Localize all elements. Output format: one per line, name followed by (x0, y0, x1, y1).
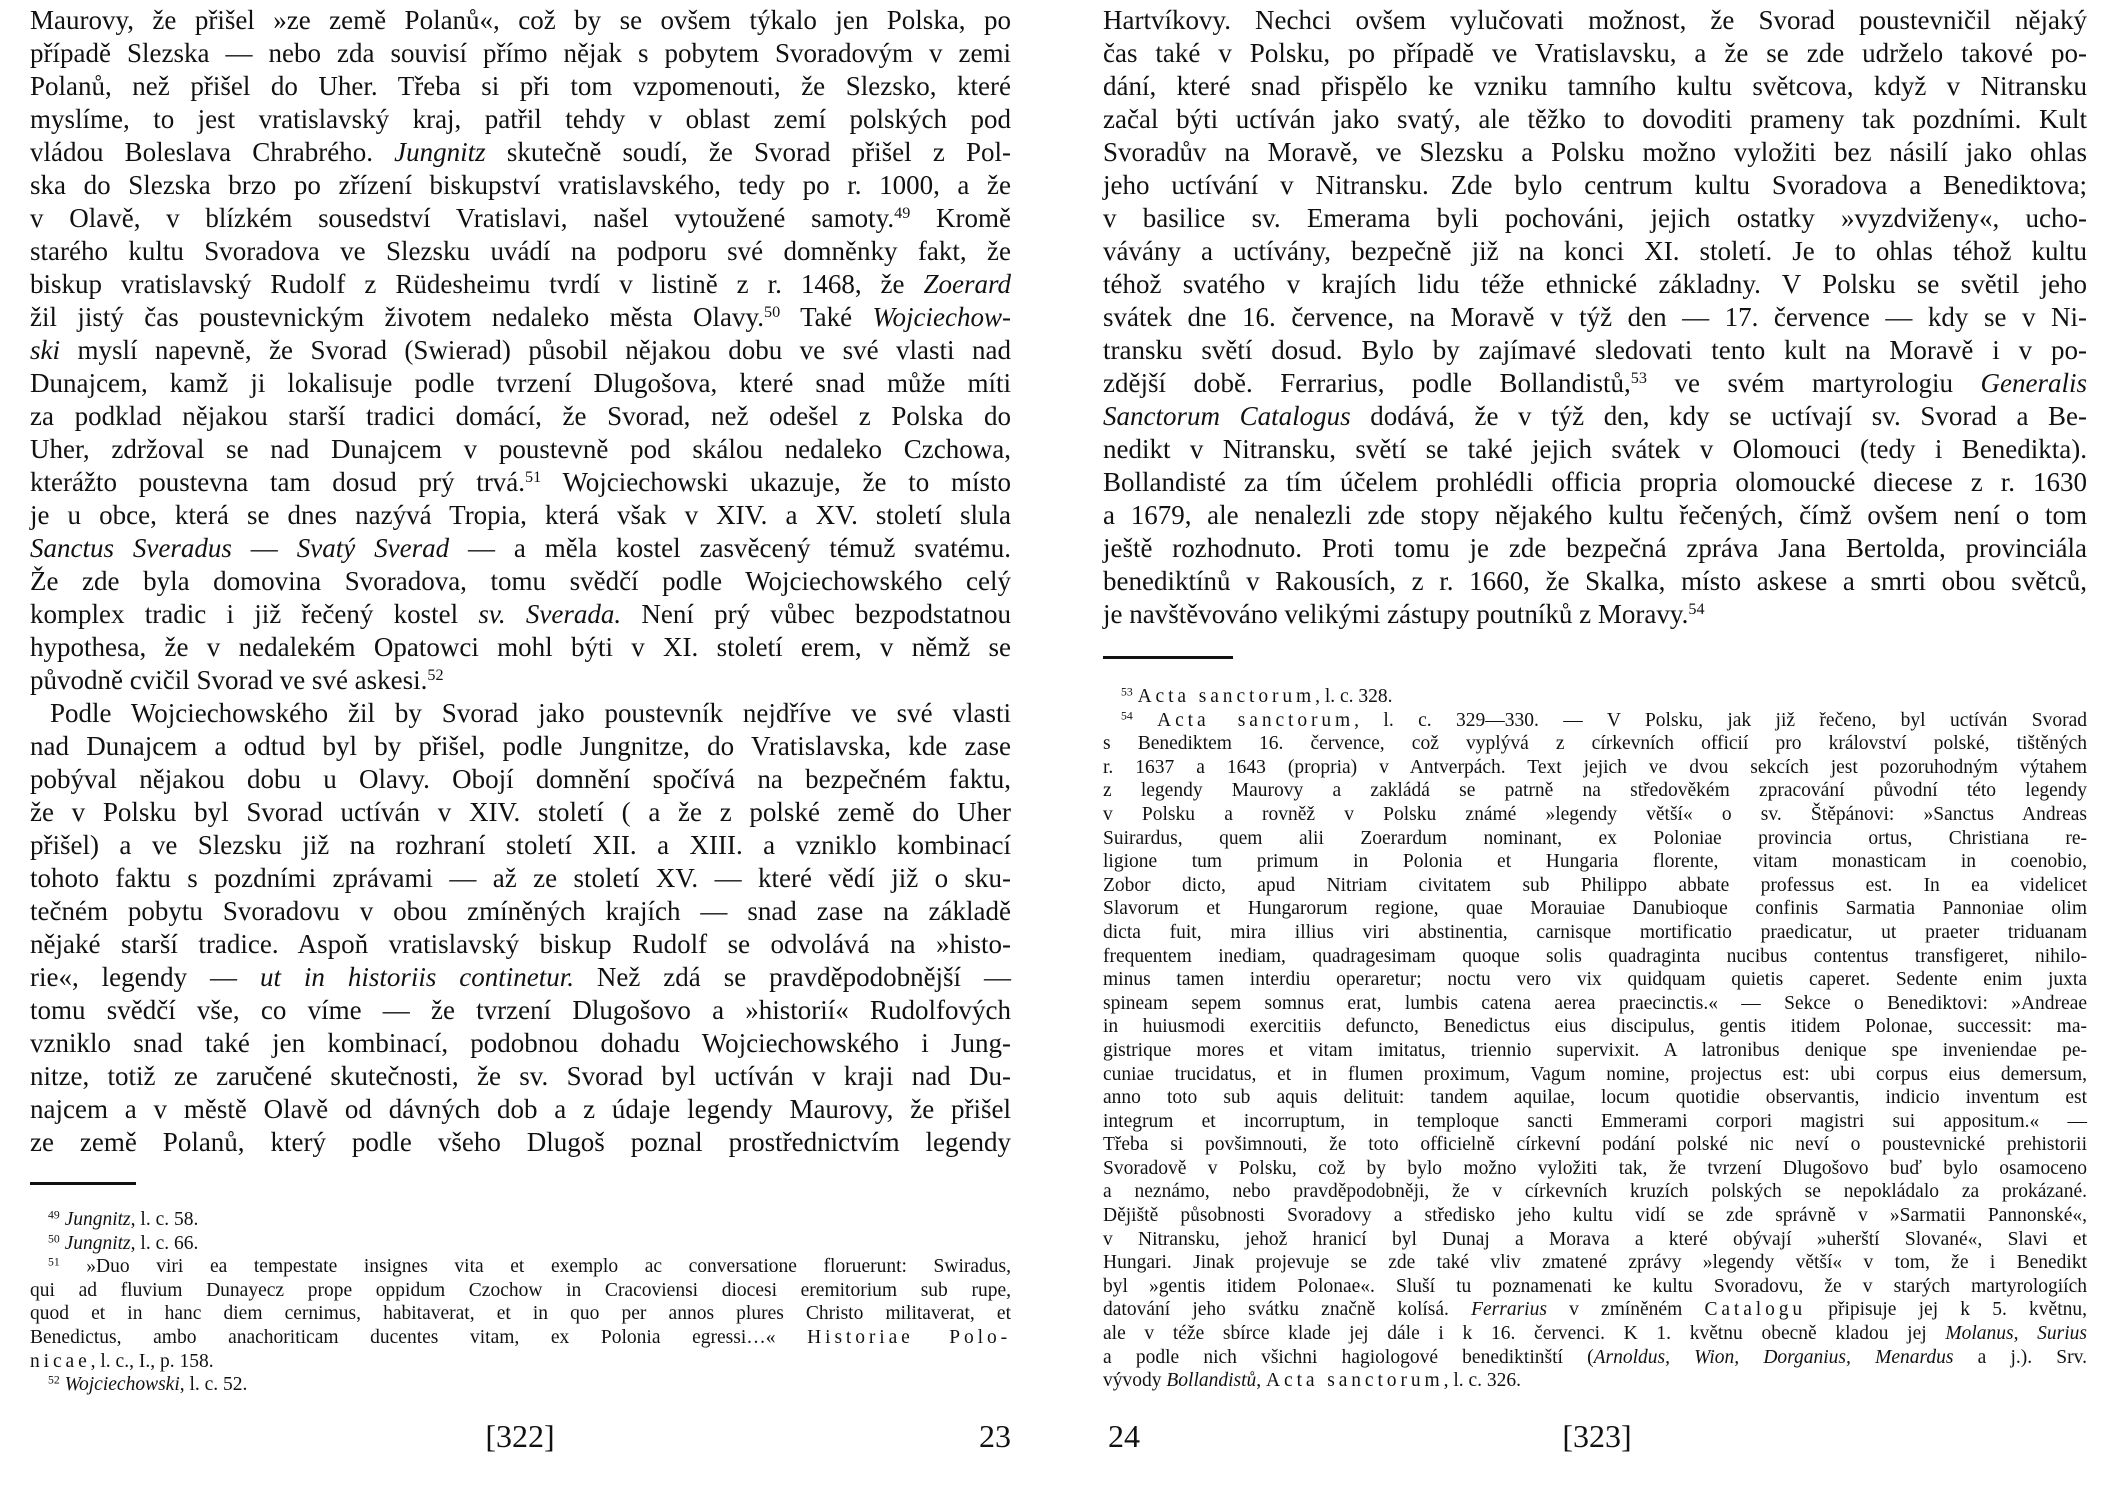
text-line (1103, 756, 2087, 780)
text-line (1103, 1228, 2087, 1252)
text-run: vládou Boleslava Chrabrého. (30, 137, 395, 167)
text-line (1103, 499, 2087, 532)
text-line (1103, 202, 2087, 235)
text-run: myslíme, to jest vratislavský kraj, patřil tehdy v oblast zemí polských pod (30, 104, 1011, 134)
text-line (30, 1279, 1011, 1303)
text-line (1103, 732, 2087, 756)
text-run: Benedictus, ambo anachoriticam ducentes vitam, ex Polonia egressi…« (30, 1326, 808, 1348)
footnote-reference: 51 (524, 468, 542, 487)
text-run: rie«, legendy — (30, 962, 260, 992)
text-run: Hungari. Jinak projevuje se zde také vliv zmatené zprávy »legendy větší« v tom, že i Benedikt (1103, 1252, 2087, 1274)
text-line (1103, 1015, 2087, 1039)
right-footnotes (1103, 685, 2087, 1393)
page-number: 24 (1108, 1418, 1140, 1454)
text-run: , l. c. 329—330. — V Polsku, jak již řečeno, byl uctíván Svorad (1354, 709, 2088, 731)
text-run: Suirardus, quem alii Zoerardum nominant, ex Poloniae provincia ortus, Christiana re- (1103, 827, 2087, 849)
text-run: spineam sepem somnus erat, lumbis catena aerea praecinctis.« — Sekce o Benediktovi: »Andreae (1103, 992, 2087, 1014)
text-run: vzniklo snad také jen kombinací, podobnou dohadu Wojciechowského i Jung- (30, 1028, 1011, 1058)
text-line (30, 1373, 1011, 1397)
text-line (30, 532, 1011, 565)
footnote-reference: 50 (764, 303, 781, 322)
italic-text: sv. Sverada. (478, 599, 622, 629)
text-line (30, 400, 1011, 433)
text-line (30, 37, 1011, 70)
text-run: v zmíněném (1546, 1299, 1705, 1321)
text-line (1103, 598, 2087, 631)
text-line (1103, 565, 2087, 598)
footnote-reference: 50 (48, 1232, 60, 1246)
right-page (1057, 0, 2114, 1500)
text-line (1103, 945, 2087, 969)
text-line (1103, 169, 2087, 202)
text-line (30, 862, 1011, 895)
spaced-citation: Catalogu (1704, 1299, 1807, 1321)
text-line (30, 235, 1011, 268)
text-line (1103, 1275, 2087, 1299)
text-line (30, 1208, 1011, 1232)
text-line (30, 103, 1011, 136)
text-run: integrum et incorruptum, in temploque sancti Emmerami corpori magistri sui appositum.« — (1103, 1110, 2087, 1132)
text-line (1103, 1180, 2087, 1204)
text-run: »Duo viri ea tempestate insignes vita et exemplo ac conversatione floruerunt: Swiradus, (59, 1256, 1011, 1278)
text-run: kterážto poustevna tam dosud prý trvá. (30, 467, 525, 497)
text-line (30, 268, 1011, 301)
text-line (1103, 103, 2087, 136)
text-line (1103, 1369, 2087, 1393)
text-run: Než zdá se pravděpodobnější — (574, 962, 1011, 992)
italic-text: Jungnitz (64, 1209, 131, 1230)
text-run: starého kultu Svoradova ve Slezsku uvádí na podporu své domněnky fakt, že (30, 236, 1011, 266)
italic-text: Ferrarius (1471, 1299, 1547, 1321)
text-run: benediktínů v Rakousích, z r. 1660, že Skalka, místo askese a smrti obou světců, (1103, 566, 2087, 596)
text-line (1103, 1251, 2087, 1275)
text-line (30, 796, 1011, 829)
text-run: skutečně soudí, že Svorad přišel z Pol- (485, 137, 1011, 167)
text-line (1103, 37, 2087, 70)
text-run: byl »gentis itidem Polonae«. Sluší tu poznamenati ke kultu Svoradovu, že v starých martyrologiích (1103, 1275, 2087, 1297)
text-line (30, 565, 1011, 598)
text-run: v basilice sv. Emerama byli pochováni, jejich ostatky »vyzdviženy«, ucho- (1103, 203, 2087, 233)
text-run: připisuje jej k 5. květnu, (1806, 1299, 2087, 1321)
text-run: je navštěvováno velikými zástupy poutníků z Moravy. (1103, 599, 1689, 629)
text-run: myslí napevně, že Svorad (Swierad) působil nějakou dobu ve své vlasti nad (60, 335, 1011, 365)
text-line (30, 202, 1011, 235)
text-line (30, 1350, 1011, 1374)
left-footnotes (30, 1208, 1011, 1397)
footnote-reference: 49 (48, 1208, 60, 1222)
text-line (1103, 850, 2087, 874)
text-run: nitze, totiž ze zaručené skutečnosti, že sv. Svorad byl uctíván v kraji nad Du- (30, 1061, 1011, 1091)
text-line (30, 1232, 1011, 1256)
text-run: ska do Slezska brzo po zřízení biskupství vratislavského, tedy po r. 1000, a že (30, 170, 1011, 200)
text-line (1103, 803, 2087, 827)
text-line (1103, 367, 2087, 400)
italic-text: Bollandistů (1166, 1370, 1257, 1392)
text-run: datování jeho svátku značně kolísá. (1103, 1299, 1472, 1321)
text-run: ještě rozhodnuto. Proti tomu je zde bezpečná zpráva Jana Bertolda, provinciála (1103, 533, 2087, 563)
text-run: v Nitransku, jehož hranicí byl Dunaj a Morava a které obývají »uherští Slované«, Slavi et (1103, 1228, 2087, 1250)
footnote-reference: 51 (48, 1255, 60, 1269)
italic-text: ut in historiis continetur. (259, 962, 574, 992)
text-run: ligione tum primum in Polonia et Hungaria florente, vitam monasticam in coenobio, (1103, 851, 2087, 873)
text-run: najcem a v městě Olavě od dávných dob a z údaje legendy Maurovy, že přišel (30, 1094, 1011, 1124)
text-line (1103, 532, 2087, 565)
text-line (30, 1326, 1011, 1350)
text-run: Také (780, 302, 873, 332)
text-run: případě Slezska — nebo zda souvisí přímo nějak s pobytem Svoradovým v zemi (30, 38, 1011, 68)
text-run: quod et in hanc diem cernimus, habitaverat, et in quo per annos plures Christo militaverat, et (30, 1303, 1011, 1325)
left-body-text (30, 4, 1011, 1159)
text-run: komplex tradic i již řečený kostel (30, 599, 479, 629)
text-line (30, 1060, 1011, 1093)
text-line (30, 1255, 1011, 1279)
text-run: Dunajcem, kamž ji lokalisuje podle tvrzení Dlugošova, které snad může míti (30, 368, 1011, 398)
text-line (1103, 433, 2087, 466)
text-run: Svoradově v Polsku, což by bylo možno vyložiti tak, že tvrzení Dlugošovo buď bylo osamoceno (1103, 1157, 2087, 1179)
text-run: v Polsku a rovněž v Polsku známé »legendy větší« o sv. Štěpánovi: »Sanctus Andreas (1103, 803, 2087, 825)
text-line (1103, 827, 2087, 851)
text-line (30, 829, 1011, 862)
text-line (1103, 400, 2087, 433)
text-line (30, 70, 1011, 103)
text-line (1103, 897, 2087, 921)
text-run: r. 1637 a 1643 (propria) v Antverpách. Text jejich ve dvou sekcích jest pozoruhodným výtahem (1103, 756, 2087, 778)
text-run: — a měla kostel zasvěcený témuž svatému. (449, 533, 1012, 563)
text-line (1103, 136, 2087, 169)
text-line (30, 1126, 1011, 1159)
text-run: přišel) a ve Slezsku již na rozhraní století XII. a XIII. a vzniklo kombinací (30, 830, 1011, 860)
original-page-number: [323] (1562, 1418, 1632, 1454)
text-run: svátek dne 16. července, na Moravě v týž den — 17. července — kdy se v Ni- (1103, 302, 2087, 332)
text-run: , l. c. 326. (1443, 1370, 1522, 1392)
text-run: ze země Polanů, který podle všeho Dlugoš poznal prostřednictvím legendy (30, 1127, 1011, 1157)
text-line (30, 664, 1011, 697)
footnote-separator (30, 1182, 136, 1185)
text-line (1103, 1322, 2087, 1346)
footnote-reference: 54 (1121, 709, 1133, 723)
text-line (1103, 685, 2087, 709)
text-run: a podle nich všichni hagiologové benediktinští ( (1103, 1346, 1594, 1368)
text-line (30, 466, 1011, 499)
text-run: nad Dunajcem a odtud byl by přišel, podle Jungnitze, do Vratislavska, kde zase (30, 731, 1011, 761)
text-line (30, 334, 1011, 367)
text-run: vávány a uctívány, bezpečně již na konci XI. století. Je to ohlas téhož kultu (1103, 236, 2087, 266)
text-line (1103, 334, 2087, 367)
text-line (30, 598, 1011, 631)
text-line (1103, 301, 2087, 334)
page-number: 23 (979, 1418, 1011, 1454)
text-run: gistrique mores et vitam imitatus, triennio supervixit. A latronibus denique spe inveniendae pe- (1103, 1039, 2087, 1061)
text-line (1103, 70, 2087, 103)
footnote-reference: 54 (1688, 600, 1705, 619)
text-run: , l. c. 328. (1315, 686, 1393, 707)
text-run: tohoto faktu s pozdními zprávami — až ze století XV. — které vědí již o sku- (30, 863, 1011, 893)
footnote-separator (1103, 656, 1233, 659)
spaced-citation: Historiae Polo- (807, 1326, 1011, 1348)
italic-text: Jungnitz (64, 1232, 131, 1254)
text-line (30, 631, 1011, 664)
text-line (1103, 268, 2087, 301)
text-run: zdější době. Ferrarius, podle Bollandistů, (1103, 368, 1631, 398)
text-run: Maurovy, že přišel »ze země Polanů«, což by se ovšem týkalo jen Polska, po (30, 5, 1011, 35)
text-line (1103, 1086, 2087, 1110)
spaced-citation: nicae (30, 1350, 91, 1372)
text-line (1103, 466, 2087, 499)
text-line (1103, 235, 2087, 268)
text-line (30, 499, 1011, 532)
text-run: in huiusmodi exercitiis defuncto, Benedictus eius discipulus, gentis itidem Polonae, successit: ma- (1103, 1016, 2087, 1038)
text-run: že v Polsku byl Svorad uctíván v XIV. století ( a že z polské země do Uher (30, 797, 1011, 827)
text-run: tečném pobytu Svoradovu v obou zmíněných krajích — snad zase na základě (30, 896, 1011, 926)
text-line (30, 136, 1011, 169)
text-run: ve svém martyrologiu (1646, 368, 1981, 398)
text-run: biskup vratislavský Rudolf z Rüdesheimu tvrdí v listině z r. 1468, že (30, 269, 924, 299)
text-run: čas také v Polsku, po případě ve Vratislavsku, a že se zde udrželo takové po- (1103, 38, 2087, 68)
text-line (1103, 1110, 2087, 1134)
text-run: a 1679, ale nenalezli zde stopy nějakého kultu řečených, čímž ovšem není o tom (1103, 500, 2087, 530)
text-line (30, 895, 1011, 928)
text-run: dicta fuit, mira illius viri abstinentia, carnisque mortificatio praedicatur, ut praeter triduanam (1103, 921, 2087, 943)
text-run: původně cvičil Svorad ve své askesi. (30, 665, 428, 695)
text-line (1103, 1346, 2087, 1370)
text-run: nedikt v Nitransku, světí se také jejich svátek v Olomouci (tedy i Benedikta). (1103, 434, 2087, 464)
text-line (1103, 1063, 2087, 1087)
text-line (30, 1302, 1011, 1326)
text-line (1103, 779, 2087, 803)
text-run: , l. c. 58. (130, 1209, 199, 1230)
text-line (1103, 4, 2087, 37)
text-line (30, 433, 1011, 466)
spaced-citation: Acta sanctorum (1137, 686, 1316, 707)
spaced-citation: Acta sanctorum (1157, 709, 1355, 731)
text-line (30, 169, 1011, 202)
text-run: , (1256, 1370, 1267, 1392)
italic-text: ski (30, 335, 60, 365)
text-run: qui ad fluvium Dunayecz prope oppidum Czochow in Cracoviensi diocesi eremitorium sub rupe, (30, 1279, 1011, 1301)
right-body-text (1103, 4, 2087, 631)
spaced-citation: Acta sanctorum (1266, 1370, 1444, 1392)
italic-text: Arnoldus, Wion, Dorganius, Menardus (1593, 1346, 1954, 1368)
text-run: tomu svědčí vše, co víme — že tvrzení Dlugošovo a »historií« Rudolfových (30, 995, 1011, 1025)
text-line (30, 1027, 1011, 1060)
original-page-number: [322] (485, 1418, 555, 1454)
text-run: dodává, že v týž den, kdy se uctívají sv. Svorad a Be- (1350, 401, 2087, 431)
italic-text: Svatý Sverad (296, 533, 450, 563)
text-line (30, 928, 1011, 961)
text-run: nějaké starší tradice. Aspoň vratislavský biskup Rudolf se odvolává na »histo- (30, 929, 1011, 959)
text-line (30, 367, 1011, 400)
text-run: Polanů, než přišel do Uher. Třeba si při tom vzpomenouti, že Slezsko, které (30, 71, 1011, 101)
text-run: za podklad nějakou starší tradici domácí, že Svorad, než odešel z Polska do (30, 401, 1011, 431)
text-line (30, 994, 1011, 1027)
text-line (30, 4, 1011, 37)
text-line (1103, 921, 2087, 945)
text-run: je u obce, která se dnes nazývá Tropia, která však v XIV. a XV. století slula (30, 500, 1011, 530)
text-line (30, 961, 1011, 994)
text-run: a neznámo, nebo pravděpodobněji, že v církevních kruzích polských se nepokládalo za prokázané. (1103, 1181, 2087, 1203)
text-run: Třeba si povšimnouti, že toto officielně církevní podání polské nic neví o poustevnické prehistorii (1103, 1134, 2087, 1156)
footnote-reference: 53 (1121, 685, 1133, 699)
text-line (1103, 1204, 2087, 1228)
text-run: Hartvíkovy. Nechci ovšem vylučovati možnost, že Svorad poustevničil nějaký (1103, 5, 2087, 35)
text-line (1103, 992, 2087, 1016)
italic-text: Surius (2037, 1323, 2088, 1345)
text-run: Slavorum et Hungarorum regione, quae Morauiae Danubioque confinis Sarmatia Pannoniae olim (1103, 898, 2087, 920)
italic-text: Generalis (1980, 368, 2088, 398)
text-line (1103, 1039, 2087, 1063)
text-run: a j.). Srv. (1953, 1346, 2087, 1368)
footnote-reference: 52 (48, 1373, 60, 1387)
text-line (30, 697, 1011, 730)
text-run: téhož svatého v krajích lidu téže ethnické základny. V Polsku se světil jeho (1103, 269, 2087, 299)
text-run: transku světí dosud. Bylo by zajímavé sledovati tento kult na Moravě i v po- (1103, 335, 2087, 365)
text-run: Svoradův na Moravě, ve Slezsku a Polsku možno vyložiti bez násilí jako ohlas (1103, 137, 2087, 167)
italic-text: Sanctorum Catalogus (1103, 401, 1351, 431)
text-run: v Olavě, v blízkém sousedství Vratislavi, našel vytoužené samoty. (30, 203, 895, 233)
italic-text: Jungnitz (394, 137, 486, 167)
text-line (1103, 874, 2087, 898)
text-run: anno toto sub aquis delituit: tandem aquilae, locum quotidie observantis, indicio inventum est (1103, 1087, 2087, 1109)
text-run: hypothesa, že v nedalekém Opatowci mohl býti v XI. století erem, v němž se (30, 632, 1011, 662)
text-run: vývody (1103, 1370, 1167, 1392)
text-run: Wojciechowski ukazuje, že to místo (541, 467, 1011, 497)
text-line (1103, 968, 2087, 992)
text-run: Podle Wojciechowského žil by Svorad jako poustevník nejdříve ve své vlasti (50, 698, 1011, 728)
text-run: frequentem inediam, quadragesimam quoque solis quadraginta nucibus contentus transfigeret, nihilo- (1103, 945, 2087, 967)
text-run: Není prý vůbec bezpodstatnou (621, 599, 1011, 629)
text-run: jeho uctívání v Nitransku. Zde bylo centrum kultu Svoradova a Benediktova; (1103, 170, 2087, 200)
text-line (30, 1093, 1011, 1126)
text-run: , l. c. 52. (179, 1374, 248, 1396)
text-run: Bollandisté za tím účelem prohlédli officia propria olomoucké diecese z r. 1630 (1103, 467, 2087, 497)
text-run: Kromě (910, 203, 1011, 233)
italic-text: Molanus (1945, 1323, 2014, 1345)
italic-text: Sanctus Sveradus (30, 533, 232, 563)
text-line (1103, 1298, 2087, 1322)
italic-text: Wojciechowski (64, 1374, 180, 1396)
text-run: , l. c., I., p. 158. (90, 1350, 214, 1372)
text-run: Zobor dicto, apud Nitriam civitatem sub Philippo abbate professus est. In ea videlicet (1103, 874, 2087, 896)
text-run: žil jistý čas poustevnickým životem nedaleko města Olavy. (30, 302, 764, 332)
text-line (1103, 1157, 2087, 1181)
text-line (1103, 1133, 2087, 1157)
text-line (30, 730, 1011, 763)
text-line (1103, 709, 2087, 733)
footnote-reference: 49 (894, 204, 911, 223)
text-run: Že zde byla domovina Svoradova, tomu svědčí podle Wojciechowského celý (30, 566, 1011, 596)
text-run (1133, 710, 1157, 731)
text-run: s Benediktem 16. července, což vyplývá z církevních officií pro království polské, tištěných (1103, 733, 2087, 755)
text-line (30, 763, 1011, 796)
text-run: začal býti uctíván jako svatý, ale těžko to dovoditi prameny tak pozdními. Kult (1103, 104, 2087, 134)
text-run: ale v téže sbírce klade jej dále i k 16. červenci. K 1. květnu obecně kladou jej (1103, 1323, 1946, 1345)
footnote-reference: 53 (1630, 369, 1647, 388)
text-run: z legendy Maurovy a zakládá se patrně na středověkém zpracování původní této legendy (1103, 780, 2087, 802)
text-run: pobýval nějakou dobu u Olavy. Obojí domnění spočívá na bezpečném faktu, (30, 764, 1011, 794)
italic-text: Wojciechow- (872, 302, 1012, 332)
text-run: Uher, zdržoval se nad Dunajcem v poustevně pod skálou nedaleko Czchowa, (30, 434, 1011, 464)
italic-text: Zoerard (923, 269, 1011, 299)
text-run: Dějiště působnosti Svoradovy a středisko jeho kultu vidí se zde správně v »Sarmatii Pannonské«, (1103, 1205, 2087, 1227)
footnote-reference: 52 (427, 666, 444, 685)
text-run: dání, které snad přispělo ke vzniku tamního kultu světcova, když v Nitransku (1103, 71, 2087, 101)
text-run: cuniae trucidatus, et in flumen proximum, Vagum nomine, projectus est: ubi corpus eius demersum, (1103, 1063, 2087, 1085)
text-run: , l. c. 66. (130, 1232, 199, 1254)
text-run: — (231, 533, 297, 563)
text-run: , (2013, 1323, 2038, 1345)
text-run: minus tamen interdiu operaretur; noctu vero vix quidquam quietis caperet. Sedente enim juxta (1103, 969, 2087, 991)
text-line (30, 301, 1011, 334)
